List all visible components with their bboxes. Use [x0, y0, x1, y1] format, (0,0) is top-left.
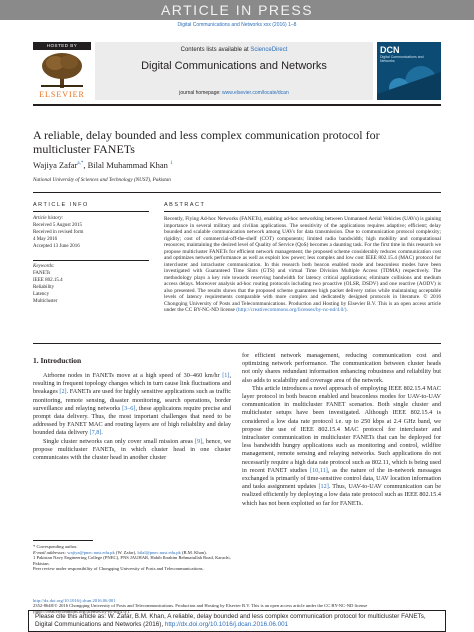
citation-text: Please cite this article as: W. Zafar, B.M. Khan, A reliable, delay bounded and less complex communication protocol for multicluster FANETs, Digital Communications and Networks (2016), — [35, 613, 426, 628]
masthead-divider — [33, 104, 441, 106]
keywords-divider — [33, 260, 149, 261]
address-note: 1 Pakistan Navy Engineering College (PNEC), PNS JAUHAR, Habib Ibrahim Rehmatullah Road, Karachi, Pakistan. — [33, 555, 231, 566]
contents-box — [95, 42, 373, 100]
text-run: Single cluster networks can only cover small mission areas — [43, 437, 195, 445]
hosted-by-label: HOSTED BY — [33, 42, 91, 50]
keyword: IEEE 802.15.4 — [33, 278, 63, 283]
section-heading: 1. Introduction — [33, 356, 82, 365]
history-line: Accepted 13 June 2016 — [33, 244, 80, 249]
journal-reference-line[interactable]: Digital Communications and Networks xxx (2016) 1–8 — [177, 22, 297, 28]
keyword: Reliability — [33, 285, 55, 290]
license-link[interactable]: (http://creativecommons.org/licenses/by-nc-nd/4.0/). — [236, 307, 348, 313]
citation-link[interactable]: [10,11] — [310, 466, 328, 474]
text-run: , as the nature of the in-network messages exchanged is primarily of time-sensitive control data, UAV location information and tasks assignment updates — [242, 466, 442, 491]
body-column-right — [242, 352, 441, 508]
history-line: 4 May 2016 — [33, 237, 58, 242]
keyword: Latency — [33, 292, 50, 297]
homepage-line — [95, 90, 373, 96]
journal-cover-thumbnail — [377, 42, 441, 100]
abstract-text: Recently, Flying Ad-hoc Networks (FANETs), enabling ad-hoc networking between Unmanned Aerial Vehicles (UAVs) is gaining importance in several military and civilian applications. The sensitivity of the applications requires adaptive; efficient; delay bounded and scalable communication network among UAVs for data transmission. Due to communication protocol complexity; rigidity; cost of commercial-off-the-shelf (COT) components; limited radio bandwidth; high mobility and computational resources; maintaining the desired level of Quality of Service (QoS) becomes a daunting task. For the first time in this research we propose multicluster FANETs for efficient network management; the proposed scheme considerably reduces communication cost and optimizes network performance as well as exploit low power; less complex and low cost IEEE 802.15.4 (MAC) protocol for intercluster and intracluster communication. In this research both beacon enabled mode and beaconless modes have been investigated with Guaranteed Time Slots (GTS) and virtual Time Division Multiple Access (TDMA) respectively. The methodology plays a key role towards reserving bandwidth for latency critical applications; eliminate collisions and medium access delays. Moreover analysis ad-hoc routing protocols including two proactive (OLSR, DSDV) and one reactive (AODV) is also presented. The results shows that the proposed scheme guarantees high packet delivery ratios while maintaining acceptable levels of latency requirements comparable with more complex and dedicatedly designed protocols in literature. — [164, 216, 441, 300]
author-name[interactable]: , Bilal Muhammad Khan — [83, 160, 168, 170]
doi-link[interactable]: http://dx.doi.org/10.1016/j.dcan.2016.06.001 — [33, 598, 116, 603]
footnotes — [33, 544, 231, 572]
citation-link[interactable]: [12] — [318, 483, 329, 491]
copyright-line: © 2016 Chongqing University of Posts and Telecommunications. Production and Hosting by Elsevier B.V. This is an open access article under the CC BY-NC-ND license — [164, 294, 441, 313]
text-run: , these applicaions require precise and prompt data delivery. Thus, the most important challenges that need to be addressed by FANET MAC and routing layers are of high reliability and delay bounded data delivery — [33, 404, 231, 437]
paragraph: for efficient network management, reducing communication cost and optimizing network performance. The communication between cluster heads not only shares redundant information enhancing robustness and reliability but also adds to scalability and coverage area of the network. — [242, 352, 441, 384]
text-run: , hence, we propose multicluster FANETs, in which cluster head in one cluster communicates with the cluster head in another cluster — [33, 437, 231, 462]
author-list — [33, 160, 173, 170]
citation-link[interactable]: [3–6] — [122, 404, 136, 412]
footnote-divider — [33, 540, 93, 541]
journal-title: Digital Communications and Networks — [141, 60, 327, 72]
email-owner: (W. Zafar), — [114, 549, 138, 555]
paragraph — [33, 372, 231, 438]
text-run: . — [101, 429, 103, 437]
sciencedirect-link[interactable]: ScienceDirect — [250, 47, 288, 53]
journal-homepage-link[interactable]: www.elsevier.com/locate/dcan — [222, 90, 289, 96]
abstract-divider — [164, 211, 441, 212]
journal-masthead — [33, 42, 441, 102]
author-marks[interactable]: a,* — [77, 161, 84, 167]
citation-doi-link[interactable]: http://dx.doi.org/10.1016/j.dcan.2016.06.001 — [164, 621, 289, 628]
author-name[interactable]: Wajiya Zafar — [33, 160, 78, 170]
text-run: This article introduces a novel approach of employing IEEE 802.15.4 MAC layer protocol in both beacon enabled and beaconless modes for UAV-to-UAV communication in multicluster FANET scenarios. Both single cluster and multicluster setups have been investigated. Although IEEE 802.15.4 is considered a low data rate protocol i.e. up to 250 kbps at 2.4 GHz band, we propose the use of IEEE 802.15.4 MAC protocol for intercluster and intracluster communication in multicluster FANETs that can be deployed for less bandwidth hungry applications such as monitoring and control, wildfire management, remote sensing and relaying networks. Such applications do not necessarily require a high data rate protocol such as 802.11, which is being used in recent FANET studies — [242, 384, 441, 474]
paragraph — [33, 438, 231, 463]
cover-title: DCN — [380, 45, 400, 55]
citation-link[interactable]: [2] — [59, 388, 67, 396]
article-history-heading: Article history: — [33, 216, 64, 221]
abstract-body — [164, 216, 441, 314]
text-run: . FANETs are used for highly sensitive applications such as traffic monitoring, remote sensing, disaster monitoring, search operations, border surveillance and relaying networks — [33, 388, 231, 412]
keywords-heading: Keywords: — [33, 264, 55, 269]
text-run: , resulting in frequent topology changes which in turn cause link fluctuations and breakages — [33, 372, 231, 396]
email-owner: (B.M. Khan). — [180, 549, 207, 555]
email-link[interactable]: bilal@pnec.nust.edu.pk — [137, 549, 181, 555]
abstract-bottom-divider — [33, 343, 441, 344]
citation-link[interactable]: [9] — [194, 437, 203, 445]
homepage-prefix: journal homepage: — [179, 90, 223, 96]
body-column-left — [33, 372, 231, 462]
citation-link[interactable]: [7,8] — [89, 429, 102, 437]
citation-link[interactable]: [1] — [222, 372, 230, 379]
elsevier-logo — [33, 42, 91, 100]
email-label: E-mail addresses: — [33, 549, 68, 555]
history-line: Received in revised form — [33, 230, 84, 235]
elsevier-wordmark: ELSEVIER — [39, 90, 85, 99]
issn-license-line: 2352-8648/© 2016 Chongqing University of Posts and Telecommunications. Production and Hosting by Elsevier B.V. This is an open access article under the CC BY-NC-ND license (http://creativecommons.org/licenses/by-nc-nd/4.0/). — [33, 603, 368, 614]
cover-subtitle: Digital Communications and Networks — [380, 55, 424, 63]
article-title: A reliable, delay bounded and less complex communication protocol for multicluster FANETs — [33, 128, 380, 156]
contents-prefix: Contents lists available at — [180, 47, 251, 53]
paragraph — [242, 385, 441, 508]
elsevier-tree-icon — [33, 50, 91, 90]
peer-review-note: Peer review under responsibility of Chongqing University of Posts and Telecommunications. — [33, 566, 204, 572]
history-line: Received 5 August 2015 — [33, 223, 83, 228]
keyword: Multicluster — [33, 299, 58, 304]
email-link[interactable]: wajiya@pnec.nust.edu.pk — [67, 549, 115, 555]
author-marks[interactable]: 1 — [170, 161, 173, 167]
affiliation: National University of Sciences and Technology (NUST), Pakistan — [33, 177, 171, 183]
citation-box — [28, 610, 446, 632]
article-in-press-banner: ARTICLE IN PRESS — [0, 0, 474, 20]
corresponding-author-note: * Corresponding author. — [33, 544, 78, 549]
article-info-divider — [33, 211, 149, 212]
keyword: FANETs — [33, 271, 51, 276]
text-run: Airborne nodes in FANETs move at a high speed of 30–460 km/hr — [43, 372, 223, 379]
affiliation-divider — [33, 192, 441, 193]
article-info-heading: ARTICLE INFO — [33, 202, 89, 208]
abstract-heading: ABSTRACT — [164, 202, 206, 208]
text-run: . Thus, UAV-to-UAV communication can be realized efficiently by deploying a low data rate protocol such as IEEE 802.15.4 which has not been exploited so far for FANETs. — [242, 483, 441, 507]
contents-line — [95, 47, 373, 53]
